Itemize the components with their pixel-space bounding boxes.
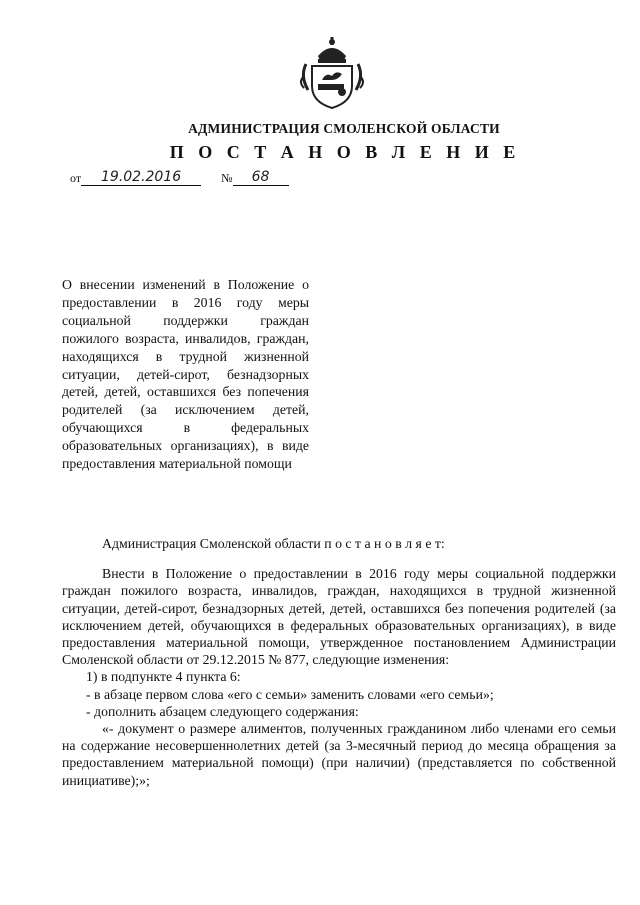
organization-name: АДМИНИСТРАЦИЯ СМОЛЕНСКОЙ ОБЛАСТИ	[188, 121, 500, 136]
body-intro-paragraph: Внести в Положение о предоставлении в 2016 году меры социальной поддержки граждан пожилого возраста, инвалидов, граждан, находящихся в трудной жизненной ситуации, детей-сирот, безнадзорных детей, детей, оставшихся без попечения родителей (за исключением детей, обучающихся в федеральных образовательных организациях), в виде предоставления материальной помощи, утвержденное постановлением Администрации Смоленской области от 29.12.2015 № 877, следующие изменения:	[62, 566, 616, 668]
body-item-dash-2: - дополнить абзацем следующего содержания:	[86, 703, 359, 719]
number-value: 68	[233, 170, 289, 186]
date-value: 19.02.2016	[81, 170, 201, 186]
body-quote-paragraph: «- документ о размере алиментов, полученных гражданином либо членами его семьи на содержание несовершеннолетних детей (за 3-месячный период до месяца обращения за предоставлением материальной помощи) (при наличии) (представляется по собственной инициативе);»;	[62, 721, 616, 788]
date-number-line	[70, 170, 289, 186]
body-item-1: 1) в подпункте 4 пункта 6:	[86, 669, 241, 685]
document-body	[62, 535, 616, 789]
document-subject: О внесении изменений в Положение о предоставлении в 2016 году меры социальной поддержки граждан пожилого возраста, инвалидов, граждан, находящихся в трудной жизненной ситуации, детей-сирот, безнадзорных детей, детей, оставшихся без попечения родителей (за исключением детей, обучающихся в федеральных образовательных организациях), в виде предоставления материальной помощи	[62, 277, 309, 472]
body-item-dash-1: - в абзаце первом слова «его с семьи» заменить словами «его семьи»;	[86, 686, 494, 702]
coat-of-arms-icon	[296, 36, 368, 112]
number-prefix: №	[221, 171, 233, 185]
decree-statement: Администрация Смоленской области п о с т а н о в л я е т:	[102, 536, 445, 551]
document-type: П О С Т А Н О В Л Е Н И Е	[169, 142, 521, 162]
date-prefix: от	[70, 171, 82, 185]
